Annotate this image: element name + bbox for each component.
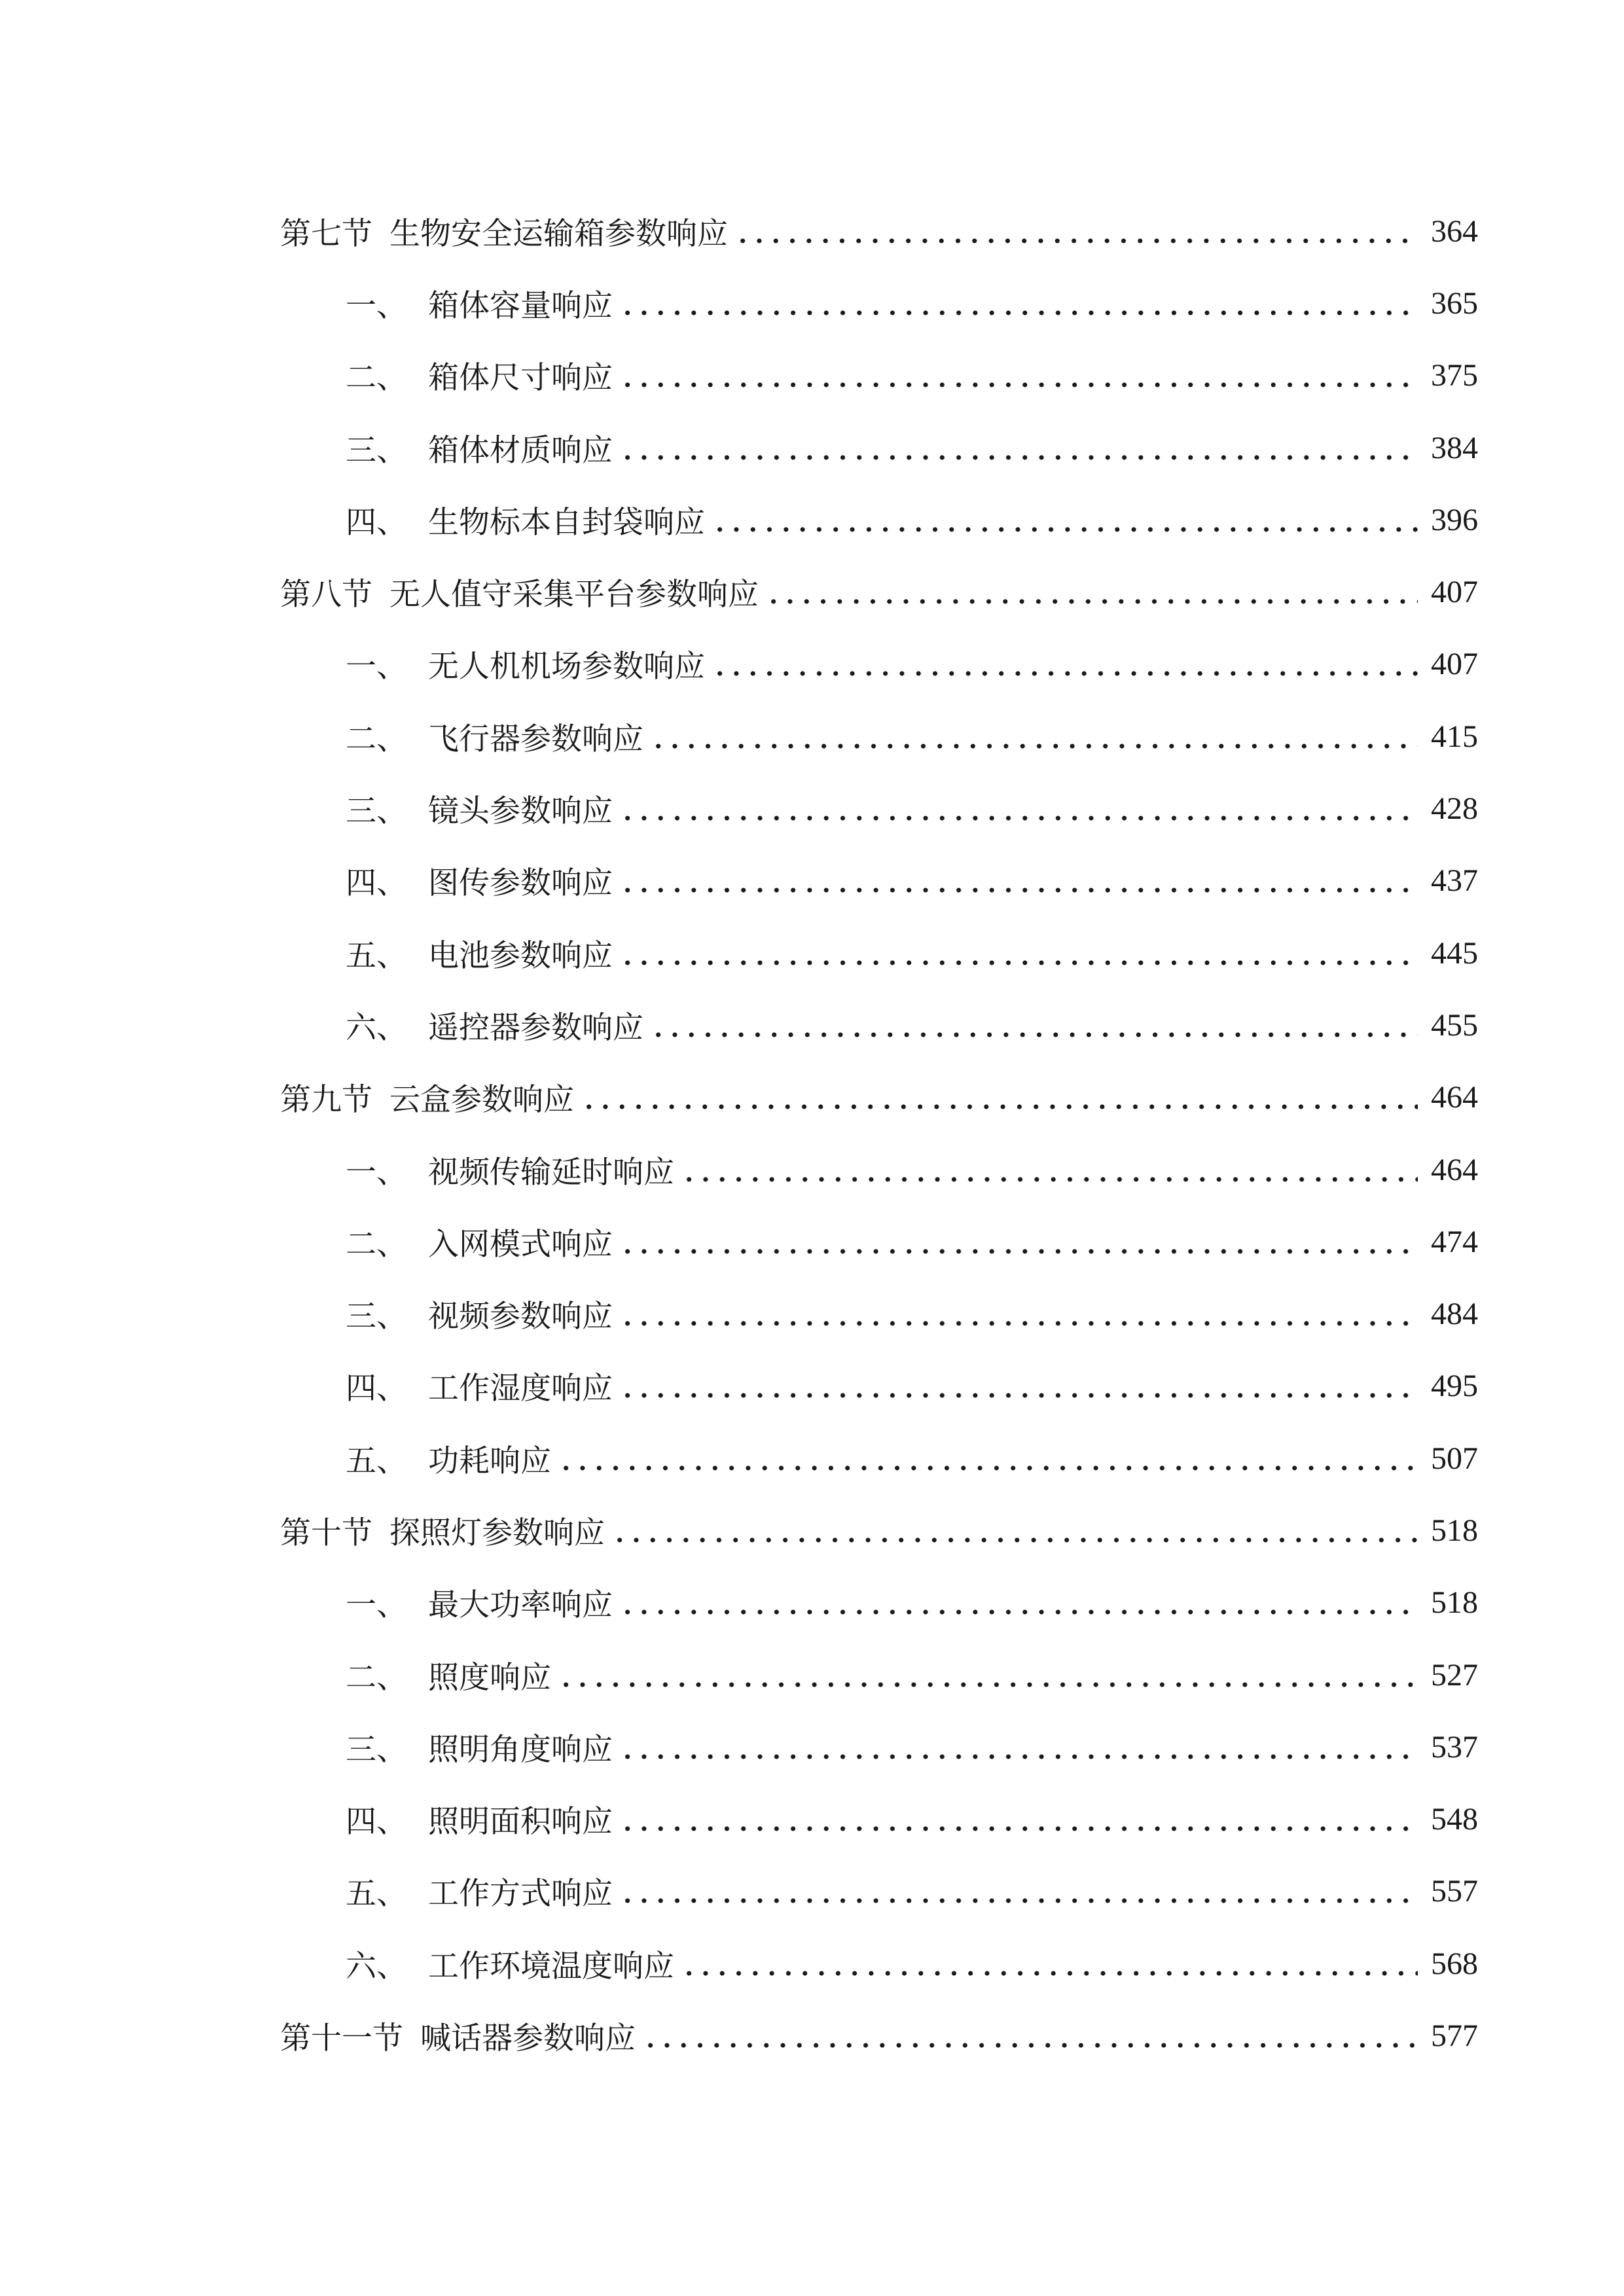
toc-entry-prefix: 五、 bbox=[346, 1443, 407, 1479]
toc-entry-prefix: 一、 bbox=[346, 1587, 407, 1624]
toc-entry-title: 最大功率响应 bbox=[428, 1587, 613, 1624]
toc-subsection-entry[interactable] bbox=[280, 1567, 1478, 1639]
toc-entry-prefix: 四、 bbox=[346, 504, 407, 541]
toc-entry-title: 照明面积响应 bbox=[428, 1804, 613, 1840]
toc-entry-prefix: 三、 bbox=[346, 793, 407, 830]
toc-entry-title: 图传参数响应 bbox=[428, 865, 613, 902]
toc-section-entry[interactable] bbox=[280, 1062, 1478, 1134]
toc-page-number: 375 bbox=[1431, 358, 1478, 393]
toc-page-number: 557 bbox=[1431, 1874, 1478, 1909]
toc-page-number: 518 bbox=[1431, 1585, 1478, 1621]
toc-dot-leader bbox=[619, 360, 1418, 391]
toc-dot-leader bbox=[619, 1227, 1418, 1257]
toc-subsection-entry[interactable] bbox=[280, 1350, 1478, 1422]
toc-entry-title: 箱体容量响应 bbox=[428, 287, 613, 324]
toc-entry-prefix: 五、 bbox=[346, 1876, 407, 1912]
toc-entry-prefix: 二、 bbox=[346, 1226, 407, 1263]
toc-page-number: 364 bbox=[1431, 213, 1478, 249]
toc-page-number: 484 bbox=[1431, 1297, 1478, 1332]
toc-dot-leader bbox=[581, 1082, 1418, 1113]
table-of-contents bbox=[280, 195, 1478, 2072]
toc-entry-title: 镜头参数响应 bbox=[428, 793, 613, 830]
toc-dot-leader bbox=[619, 288, 1418, 319]
toc-dot-leader bbox=[619, 1732, 1418, 1763]
toc-entry-title: 工作方式响应 bbox=[428, 1876, 613, 1912]
toc-entry-prefix: 第十一节 bbox=[280, 2020, 403, 2057]
toc-entry-title: 功耗响应 bbox=[428, 1443, 551, 1479]
toc-subsection-entry[interactable] bbox=[280, 340, 1478, 412]
toc-entry-prefix: 四、 bbox=[346, 1371, 407, 1407]
toc-dot-leader bbox=[619, 865, 1418, 896]
toc-page-number: 548 bbox=[1431, 1802, 1478, 1837]
toc-dot-leader bbox=[734, 216, 1418, 247]
toc-dot-leader bbox=[619, 1876, 1418, 1907]
toc-subsection-entry[interactable] bbox=[280, 1856, 1478, 1928]
toc-entry-title: 照度响应 bbox=[428, 1659, 551, 1696]
toc-subsection-entry[interactable] bbox=[280, 1639, 1478, 1711]
toc-entry-prefix: 二、 bbox=[346, 1659, 407, 1696]
toc-page-number: 407 bbox=[1431, 575, 1478, 610]
toc-page-number: 577 bbox=[1431, 2018, 1478, 2054]
toc-dot-leader bbox=[712, 649, 1418, 679]
toc-dot-leader bbox=[619, 793, 1418, 824]
toc-subsection-entry[interactable] bbox=[280, 1278, 1478, 1350]
toc-entry-title: 入网模式响应 bbox=[428, 1226, 613, 1263]
toc-subsection-entry[interactable] bbox=[280, 1928, 1478, 2000]
toc-entry-prefix: 第十节 bbox=[280, 1515, 372, 1551]
toc-subsection-entry[interactable] bbox=[280, 412, 1478, 484]
toc-page-number: 518 bbox=[1431, 1513, 1478, 1548]
toc-entry-title: 飞行器参数响应 bbox=[428, 721, 643, 757]
toc-entry-title: 云盒参数响应 bbox=[389, 1082, 574, 1119]
toc-entry-title: 视频传输延时响应 bbox=[428, 1154, 674, 1191]
toc-entry-prefix: 一、 bbox=[346, 287, 407, 324]
toc-dot-leader bbox=[619, 433, 1418, 463]
toc-entry-prefix: 四、 bbox=[346, 865, 407, 902]
toc-entry-title: 箱体尺寸响应 bbox=[428, 360, 613, 397]
toc-entry-title: 探照灯参数响应 bbox=[389, 1515, 605, 1551]
toc-page-number: 474 bbox=[1431, 1224, 1478, 1259]
toc-entry-title: 生物标本自封袋响应 bbox=[428, 504, 705, 541]
toc-dot-leader bbox=[558, 1660, 1418, 1691]
toc-dot-leader bbox=[681, 1948, 1418, 1979]
toc-section-entry[interactable] bbox=[280, 556, 1478, 628]
toc-page-number: 464 bbox=[1431, 1152, 1478, 1187]
toc-subsection-entry[interactable] bbox=[280, 267, 1478, 339]
toc-entry-title: 箱体材质响应 bbox=[428, 432, 613, 469]
toc-entry-prefix: 第九节 bbox=[280, 1082, 372, 1119]
toc-subsection-entry[interactable] bbox=[280, 772, 1478, 844]
toc-entry-prefix: 第七节 bbox=[280, 215, 372, 252]
toc-entry-prefix: 六、 bbox=[346, 1009, 407, 1046]
toc-entry-title: 生物安全运输箱参数响应 bbox=[389, 215, 728, 252]
toc-dot-leader bbox=[619, 938, 1418, 969]
toc-page-number: 437 bbox=[1431, 863, 1478, 899]
toc-subsection-entry[interactable] bbox=[280, 628, 1478, 700]
toc-section-entry[interactable] bbox=[280, 2000, 1478, 2072]
toc-dot-leader bbox=[642, 2020, 1418, 2051]
toc-page-number: 527 bbox=[1431, 1657, 1478, 1693]
toc-dot-leader bbox=[712, 505, 1418, 535]
toc-entry-title: 喊话器参数响应 bbox=[420, 2020, 636, 2057]
toc-dot-leader bbox=[650, 721, 1418, 752]
toc-subsection-entry[interactable] bbox=[280, 484, 1478, 556]
toc-dot-leader bbox=[558, 1443, 1418, 1474]
toc-page-number: 445 bbox=[1431, 935, 1478, 971]
toc-entry-prefix: 二、 bbox=[346, 721, 407, 757]
toc-page-number: 568 bbox=[1431, 1946, 1478, 1981]
toc-dot-leader bbox=[765, 577, 1418, 607]
toc-entry-title: 照明角度响应 bbox=[428, 1731, 613, 1768]
toc-page-number: 428 bbox=[1431, 791, 1478, 827]
toc-section-entry[interactable] bbox=[280, 195, 1478, 267]
toc-subsection-entry[interactable] bbox=[280, 700, 1478, 772]
toc-subsection-entry[interactable] bbox=[280, 1711, 1478, 1783]
toc-page-number: 455 bbox=[1431, 1007, 1478, 1043]
toc-entry-title: 无人值守采集平台参数响应 bbox=[389, 577, 759, 613]
toc-entry-prefix: 六、 bbox=[346, 1948, 407, 1984]
toc-entry-title: 工作湿度响应 bbox=[428, 1371, 613, 1407]
toc-entry-prefix: 三、 bbox=[346, 432, 407, 469]
toc-page-number: 537 bbox=[1431, 1729, 1478, 1765]
toc-entry-title: 工作环境温度响应 bbox=[428, 1948, 674, 1984]
toc-dot-leader bbox=[619, 1804, 1418, 1835]
toc-subsection-entry[interactable] bbox=[280, 1134, 1478, 1206]
toc-section-entry[interactable] bbox=[280, 1494, 1478, 1566]
toc-dot-leader bbox=[619, 1371, 1418, 1401]
toc-dot-leader bbox=[611, 1515, 1418, 1546]
toc-entry-title: 遥控器参数响应 bbox=[428, 1009, 643, 1046]
toc-entry-prefix: 五、 bbox=[346, 937, 407, 974]
toc-page-number: 464 bbox=[1431, 1080, 1478, 1115]
toc-page-number: 396 bbox=[1431, 502, 1478, 537]
toc-page-number: 365 bbox=[1431, 285, 1478, 321]
toc-dot-leader bbox=[619, 1299, 1418, 1329]
toc-subsection-entry[interactable] bbox=[280, 989, 1478, 1061]
toc-entry-title: 无人机机场参数响应 bbox=[428, 649, 705, 685]
toc-entry-prefix: 二、 bbox=[346, 360, 407, 397]
toc-entry-prefix: 三、 bbox=[346, 1731, 407, 1768]
toc-dot-leader bbox=[650, 1010, 1418, 1041]
toc-dot-leader bbox=[681, 1155, 1418, 1185]
toc-entry-prefix: 三、 bbox=[346, 1299, 407, 1335]
toc-subsection-entry[interactable] bbox=[280, 845, 1478, 917]
toc-entry-prefix: 一、 bbox=[346, 1154, 407, 1191]
toc-subsection-entry[interactable] bbox=[280, 917, 1478, 989]
toc-entry-prefix: 一、 bbox=[346, 649, 407, 685]
toc-page-number: 495 bbox=[1431, 1369, 1478, 1404]
toc-page-number: 415 bbox=[1431, 719, 1478, 754]
toc-page-number: 507 bbox=[1431, 1441, 1478, 1476]
toc-subsection-entry[interactable] bbox=[280, 1206, 1478, 1278]
toc-entry-title: 视频参数响应 bbox=[428, 1299, 613, 1335]
toc-entry-prefix: 四、 bbox=[346, 1804, 407, 1840]
toc-dot-leader bbox=[619, 1587, 1418, 1618]
toc-subsection-entry[interactable] bbox=[280, 1784, 1478, 1856]
toc-entry-title: 电池参数响应 bbox=[428, 937, 613, 974]
toc-page-number: 384 bbox=[1431, 430, 1478, 465]
toc-entry-prefix: 第八节 bbox=[280, 577, 372, 613]
toc-subsection-entry[interactable] bbox=[280, 1422, 1478, 1494]
toc-page-number: 407 bbox=[1431, 647, 1478, 682]
